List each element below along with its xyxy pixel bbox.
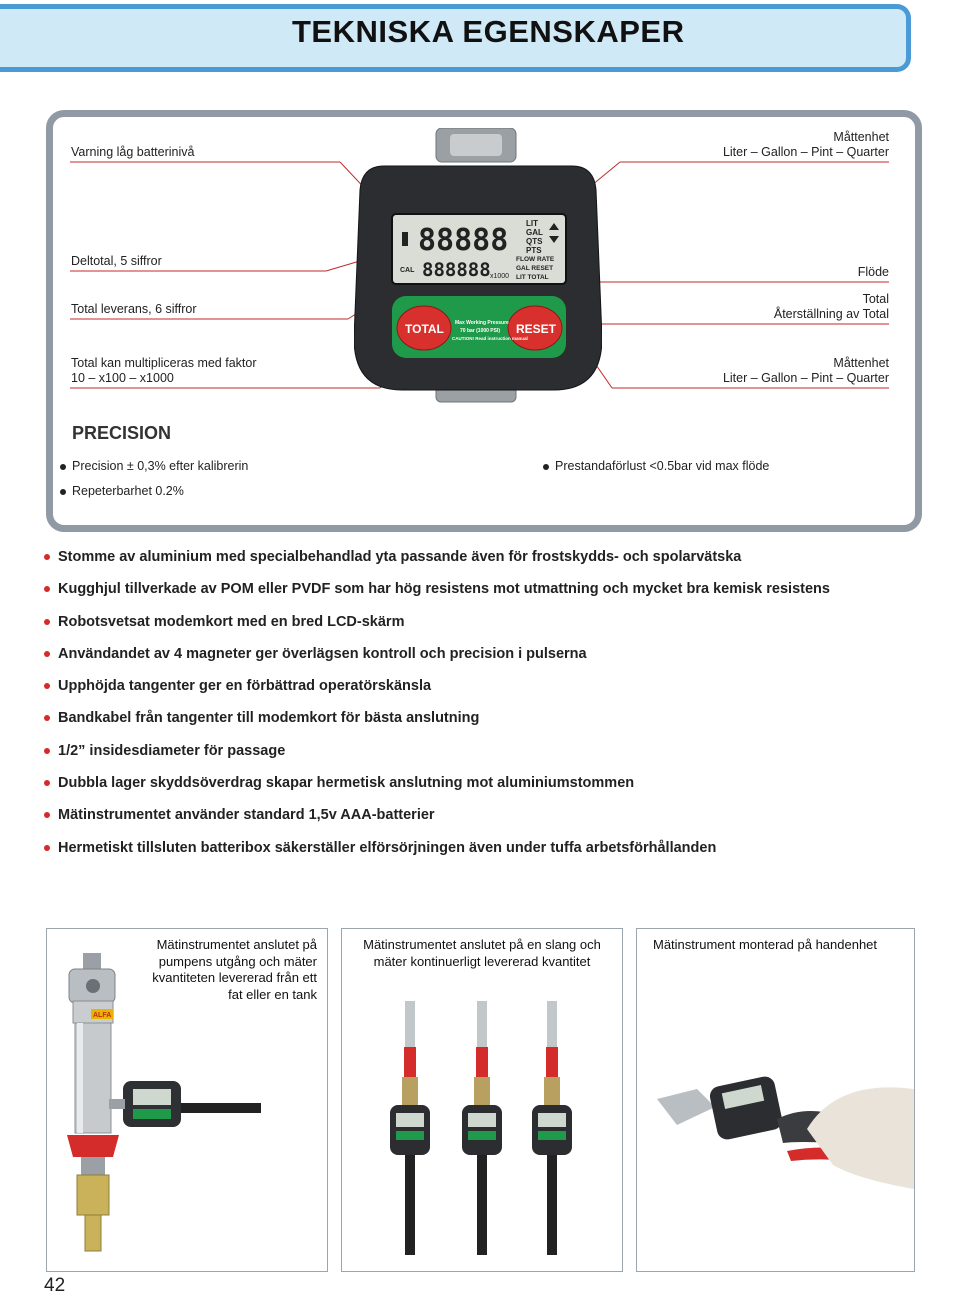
- bullet-icon: [543, 464, 549, 470]
- lcd-sub-digits: 888888: [422, 259, 491, 281]
- feature-item: [44, 709, 924, 741]
- bullet-icon: [44, 780, 50, 786]
- caption-line: mäter kontinuerligt levererad kvantitet: [373, 953, 591, 969]
- bullet-icon: [44, 683, 50, 689]
- lcd-lit-total: LIT TOTAL: [516, 274, 549, 281]
- precision-item: [543, 459, 769, 473]
- precision-item-text: Prestandaförlust <0.5bar vid max flöde: [555, 459, 770, 473]
- callout-multiplier: [71, 356, 257, 386]
- hose-meters-image: [342, 929, 622, 1271]
- pressure-line-3: CAUTION! Read instruction manual: [452, 336, 528, 341]
- callout-low-battery: Varning låg batterinivå: [71, 145, 195, 159]
- precision-item: [60, 484, 184, 498]
- feature-text: Kugghjul tillverkade av POM eller PVDF som har hög resistens mot utmattning och mycket bra kemisk resistens: [58, 581, 830, 598]
- precision-heading: PRECISION: [72, 423, 172, 443]
- feature-text: Dubbla lager skyddsöverdrag skapar hermetisk anslutning mot aluminiumstommen: [58, 775, 635, 792]
- pump-brand-label: ALFA: [93, 1012, 112, 1019]
- feature-text: Robotsvetsat modemkort med en bred LCD-skärm: [58, 613, 405, 630]
- feature-item: [44, 645, 924, 677]
- bullet-icon: [44, 748, 50, 754]
- bullet-icon: [44, 651, 50, 657]
- bullet-icon: [44, 845, 50, 851]
- feature-item: [44, 548, 924, 580]
- application-handheld: [636, 928, 915, 1272]
- lcd-unit-gal: GAL: [526, 228, 543, 237]
- feature-text: Användandet av 4 magneter ger överlägsen kontroll och precision i pulserna: [58, 645, 587, 662]
- application-hose: [341, 928, 623, 1272]
- precision-item-text: Precision ± 0,3% efter kalibrerin: [72, 459, 249, 473]
- feature-text: Hermetiskt tillsluten batteribox säkerställer elförsörjningen även under tuffa arbetsförhållanden: [58, 839, 717, 856]
- callout-unit-top-line2: Liter – Gallon – Pint – Quarter: [722, 145, 889, 159]
- callout-flow: Flöde: [857, 265, 889, 279]
- lcd-gal-reset: GAL RESET: [516, 265, 554, 272]
- feature-item: [44, 839, 924, 871]
- feature-text: Mätinstrumentet använder standard 1,5v AAA-batterier: [58, 807, 435, 824]
- callout-multiplier-line2: 10 – x100 – x1000: [71, 371, 174, 385]
- pump-image: [47, 929, 327, 1271]
- bullet-icon: [44, 812, 50, 818]
- lcd-unit-pts: PTS: [526, 246, 542, 255]
- feature-text: Upphöjda tangenter ger en förbättrad operatörskänsla: [58, 678, 432, 695]
- feature-item: [44, 774, 924, 806]
- lcd-main-digits: 88888: [418, 223, 509, 258]
- callout-total-reset-line2: Återställning av Total: [773, 307, 889, 321]
- page-title: TEKNISKA EGENSKAPER: [292, 14, 685, 49]
- caption-line: Mätinstrumentet anslutet på en slang och: [363, 937, 601, 952]
- feature-item: [44, 677, 924, 709]
- callout-unit-top-line1: Måttenhet: [833, 130, 889, 144]
- callout-total-reset-line1: Total: [862, 292, 889, 306]
- bullet-icon: [60, 464, 66, 470]
- callout-unit-top: [723, 130, 889, 160]
- caption-line: pumpens utgång och mäter: [158, 953, 317, 969]
- feature-list: [44, 548, 924, 871]
- lcd-flow-rate: FLOW RATE: [516, 256, 555, 263]
- bullet-icon: [44, 586, 50, 592]
- callout-multiplier-line1: Total kan multipliceras med faktor: [71, 356, 257, 370]
- caption-line: kvantiteten levererad från ett: [152, 970, 317, 985]
- feature-text: 1/2” insidesdiameter för passage: [58, 742, 286, 759]
- feature-item: [44, 742, 924, 774]
- bullet-icon: [44, 619, 50, 625]
- bullet-icon: [60, 489, 66, 495]
- flow-meter-image: [354, 128, 602, 403]
- handheld-meter-image: [637, 929, 914, 1271]
- lcd-cal-label: CAL: [400, 267, 415, 274]
- feature-item: [44, 806, 924, 838]
- caption-line: Mätinstrument monterad på handenhet: [653, 937, 878, 952]
- caption-line: Mätinstrumentet anslutet på: [156, 937, 317, 952]
- page-number: 42: [44, 1275, 66, 1296]
- pressure-line-1: Max Working Pressure: [455, 320, 509, 326]
- total-button-label: TOTAL: [405, 322, 444, 336]
- caption-line: fat eller en tank: [228, 986, 317, 1002]
- callout-total-reset: [774, 292, 889, 322]
- precision-item: [60, 459, 248, 473]
- callout-total-delivered: Total leverans, 6 siffror: [71, 302, 197, 316]
- precision-item-text: Repeterbarhet 0.2%: [72, 484, 184, 498]
- callout-unit-bottom: [723, 356, 889, 386]
- callout-partial-total: Deltotal, 5 siffror: [71, 254, 162, 268]
- application-pump: [46, 928, 328, 1272]
- pressure-line-2: 70 bar (1000 PSI): [460, 328, 501, 334]
- bullet-icon: [44, 715, 50, 721]
- reset-button-label: RESET: [516, 322, 557, 336]
- callout-unit-bottom-line1: Måttenhet: [833, 356, 889, 370]
- callout-unit-bottom-line2: Liter – Gallon – Pint – Quarter: [722, 371, 889, 385]
- feature-item: [44, 613, 924, 645]
- bullet-icon: [44, 554, 50, 560]
- feature-text: Stomme av aluminium med specialbehandlad yta passande även för frostskydds- och spolarvätska: [58, 549, 742, 565]
- lcd-unit-lit: LIT: [526, 219, 538, 228]
- feature-text: Bandkabel från tangenter till modemkort för bästa anslutning: [58, 710, 480, 727]
- feature-item: [44, 580, 924, 612]
- lcd-multiplier: x1000: [490, 273, 510, 280]
- lcd-unit-qts: QTS: [526, 237, 543, 246]
